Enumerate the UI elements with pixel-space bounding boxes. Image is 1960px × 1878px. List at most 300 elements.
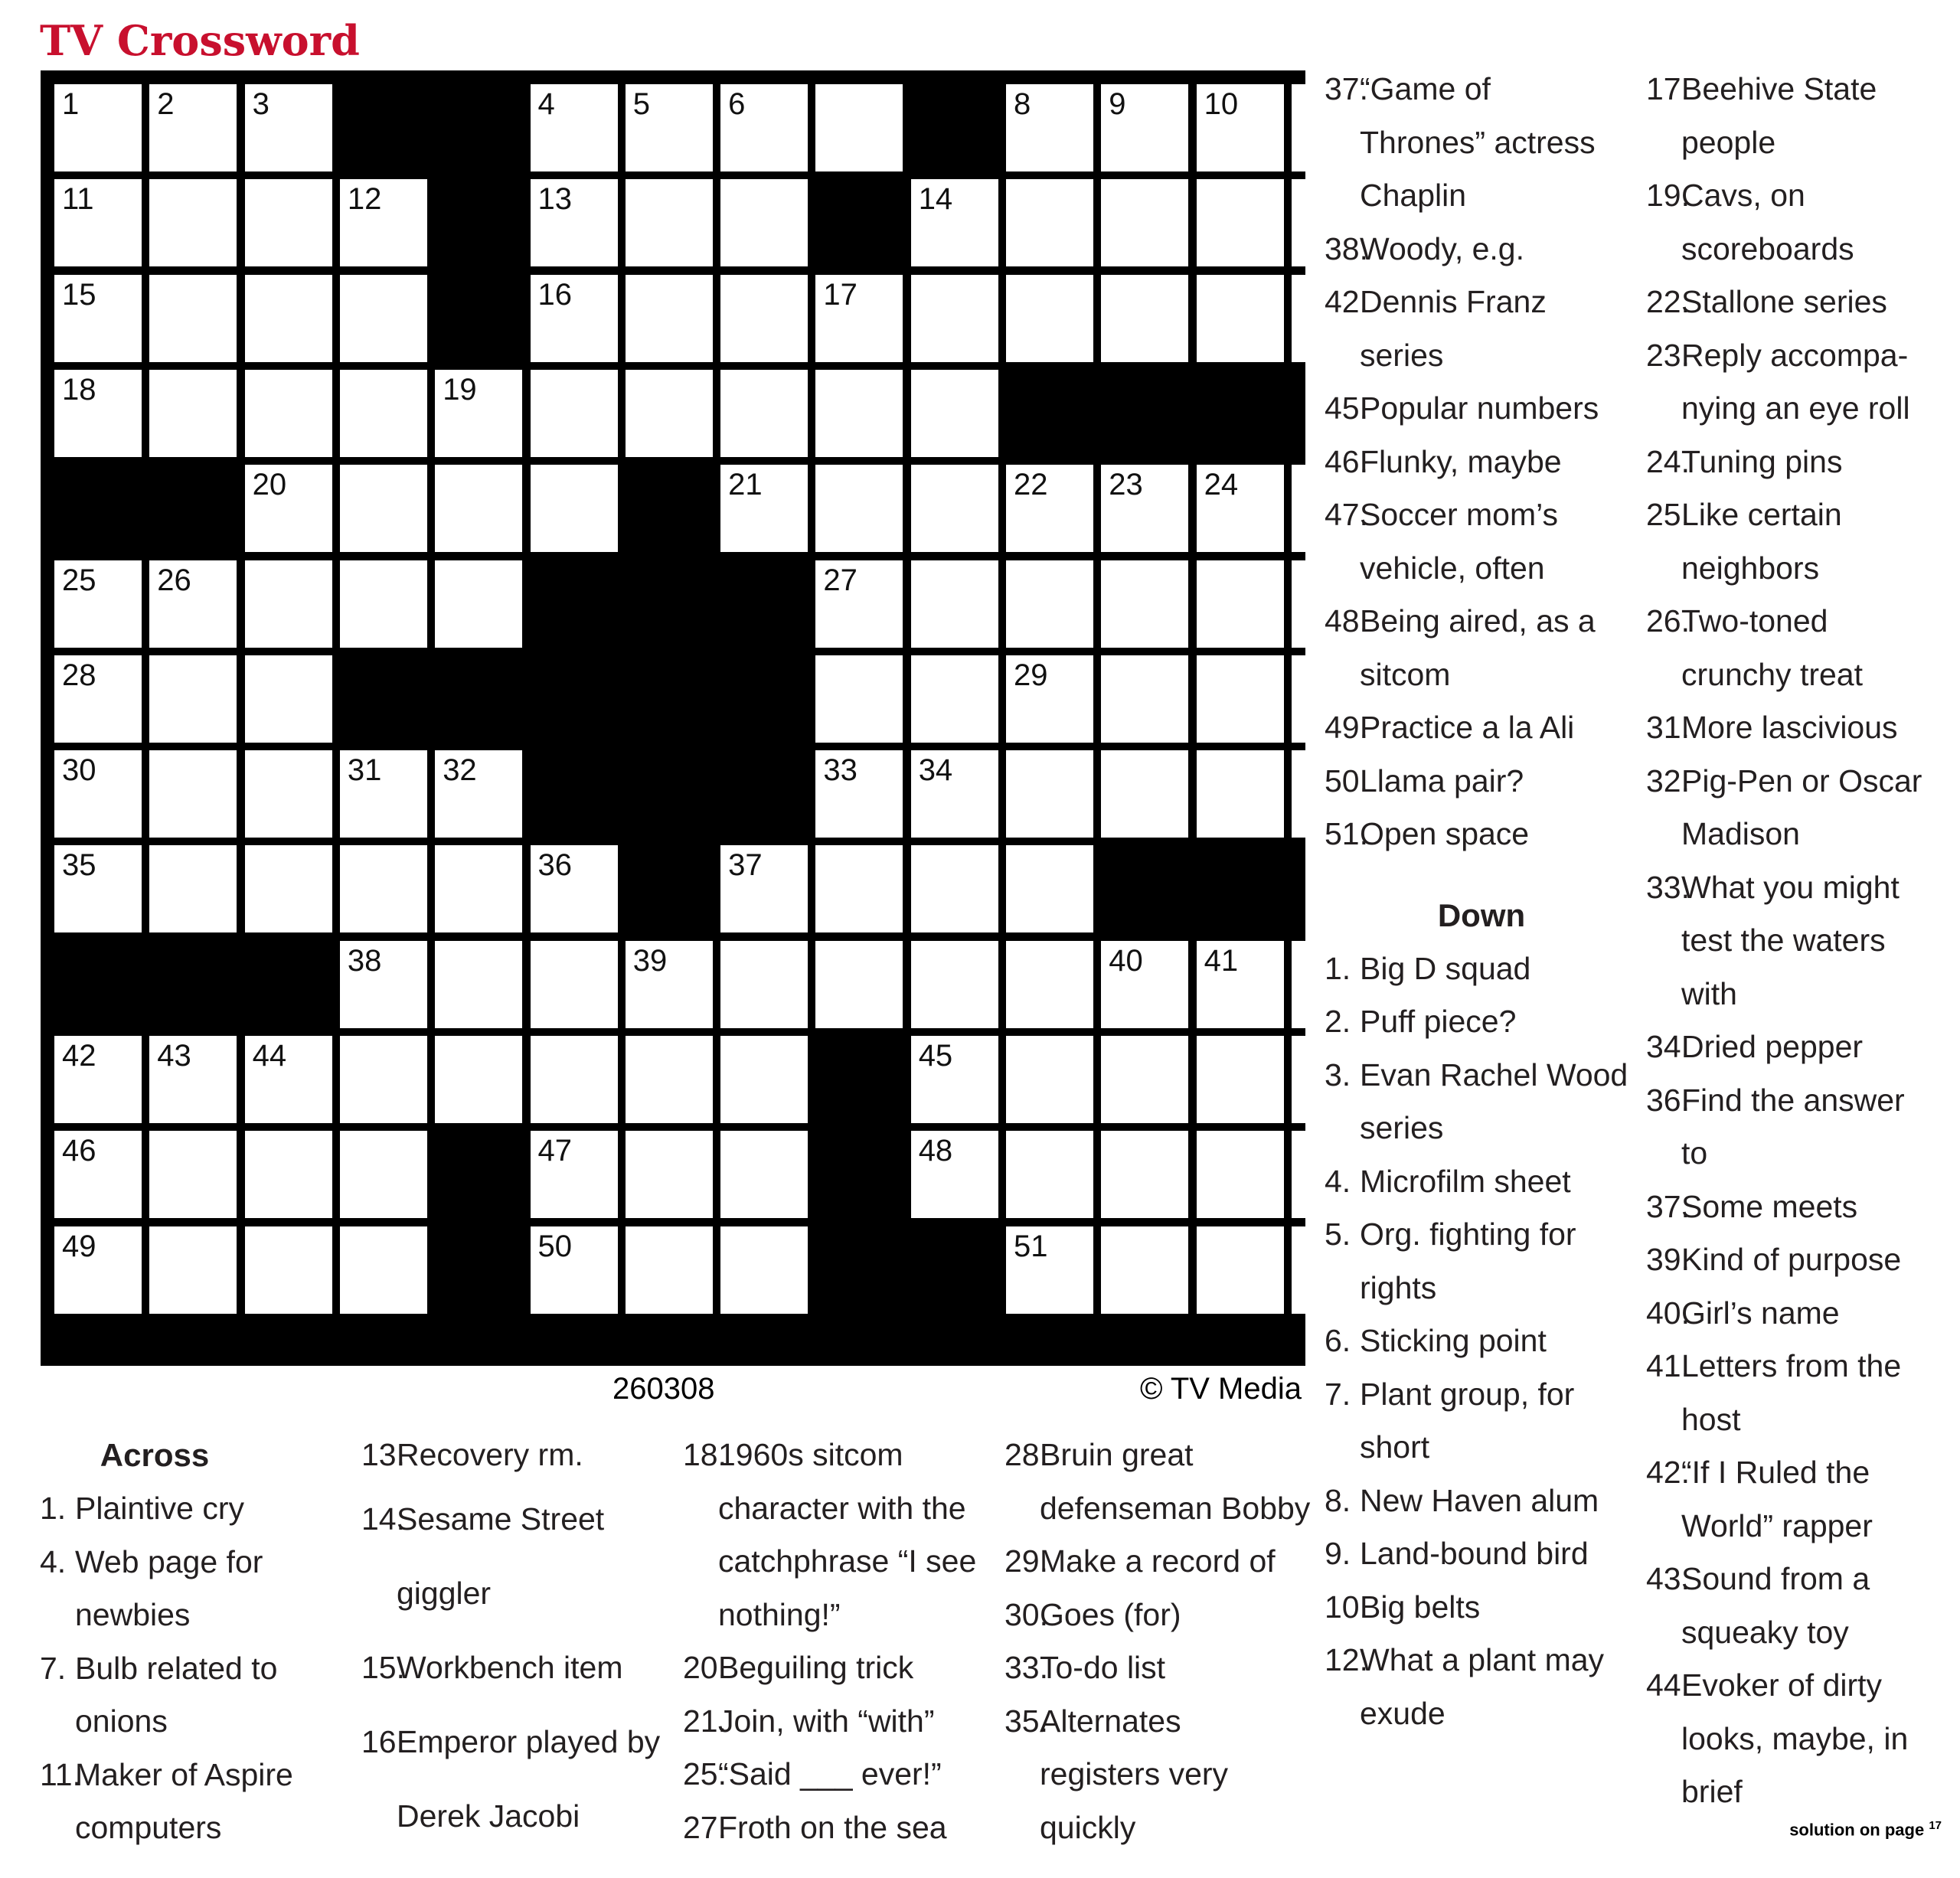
clue xyxy=(1646,436,1960,489)
grid-cell xyxy=(911,750,998,838)
clue-number: 50. xyxy=(1325,763,1368,799)
clue-text-line: “If I Ruled the xyxy=(1681,1455,1870,1490)
across-clues-column-3 xyxy=(683,1429,997,1854)
cell-number: 42 xyxy=(62,1039,96,1073)
clue-text-line: neighbors xyxy=(1681,550,1820,586)
clue-text-line: Tuning pins xyxy=(1681,443,1843,479)
cell-number: 8 xyxy=(1014,87,1031,121)
grid-cell xyxy=(1101,1036,1188,1123)
clue-text-line: Chaplin xyxy=(1360,178,1467,213)
grid-cell xyxy=(911,655,998,743)
grid-cell xyxy=(911,1036,998,1123)
grid-cell xyxy=(1101,465,1188,552)
cell-number: 9 xyxy=(1109,87,1126,121)
grid-cell xyxy=(720,179,808,266)
cell-number: 27 xyxy=(823,563,858,597)
grid-cell xyxy=(149,84,237,171)
grid-cell xyxy=(815,560,903,648)
clue-text-line: character with the xyxy=(718,1490,966,1526)
clue-text-line: nying an eye roll xyxy=(1681,390,1910,426)
clue xyxy=(361,1631,675,1705)
grid-cell xyxy=(911,275,998,362)
grid-cell xyxy=(531,370,618,457)
clue-text-line: Girl’s name xyxy=(1681,1295,1840,1331)
clue xyxy=(1646,595,1960,701)
grid-cell xyxy=(435,941,522,1028)
clue xyxy=(1646,329,1960,436)
grid-cell xyxy=(54,179,142,266)
clue-text-line: Org. fighting for xyxy=(1360,1217,1576,1252)
clue-number: 1. xyxy=(1325,950,1351,986)
clue-number: 4. xyxy=(1325,1163,1351,1199)
grid-cell xyxy=(149,179,237,266)
grid-cell xyxy=(1006,275,1093,362)
grid-cell xyxy=(1197,84,1284,171)
cell-number: 19 xyxy=(443,372,477,407)
across-clues-column-1 xyxy=(40,1429,354,1855)
clue-text-line: Maker of Aspire xyxy=(75,1756,293,1792)
grid-cell xyxy=(245,750,332,838)
grid-cell xyxy=(435,370,522,457)
clue-text-line: Beehive State xyxy=(1681,71,1877,106)
grid-cell xyxy=(54,655,142,743)
clue-text-line: Kind of purpose xyxy=(1681,1242,1902,1277)
grid-cell xyxy=(1197,941,1284,1028)
grid-cell xyxy=(815,750,903,838)
clue-text-line: 1960s sitcom xyxy=(718,1437,903,1472)
cell-number: 18 xyxy=(62,372,96,407)
cell-number: 34 xyxy=(918,753,953,788)
grid-cell xyxy=(1101,560,1188,648)
grid-cell xyxy=(1006,1226,1093,1314)
grid-cell xyxy=(911,845,998,932)
clue xyxy=(1646,1446,1960,1553)
grid-cell xyxy=(531,465,618,552)
grid-cell xyxy=(245,845,332,932)
clue xyxy=(1325,1527,1638,1581)
grid-cell xyxy=(149,1131,237,1218)
clue-text-line: to xyxy=(1681,1135,1708,1171)
clue xyxy=(40,1749,354,1855)
clue-text-line: Microfilm sheet xyxy=(1360,1163,1571,1199)
clue-text-line: squeaky toy xyxy=(1681,1614,1849,1650)
clue-text-line: Thrones” actress xyxy=(1360,124,1596,160)
clue-number: 19. xyxy=(1646,178,1690,213)
clue-number: 37. xyxy=(1325,71,1368,106)
grid-cell xyxy=(435,560,522,648)
clue xyxy=(1325,701,1638,755)
clue xyxy=(1325,1155,1638,1209)
grid-cell xyxy=(815,655,903,743)
grid-cell xyxy=(911,465,998,552)
clue xyxy=(1325,755,1638,808)
clue xyxy=(1325,223,1638,276)
clue-text-line: Some meets xyxy=(1681,1188,1858,1224)
clue-number: 36. xyxy=(1646,1082,1690,1118)
clue-text-line: sitcom xyxy=(1360,656,1451,692)
clue-text-line: “Said ___ ever!” xyxy=(718,1756,942,1791)
clue-text-line: Big belts xyxy=(1360,1589,1481,1625)
clue-number: 11. xyxy=(40,1756,81,1792)
grid-cell xyxy=(1006,750,1093,838)
grid-cell xyxy=(815,845,903,932)
clue-text-line: Open space xyxy=(1360,816,1530,851)
clue-text-line: Two-toned xyxy=(1681,603,1828,639)
clue xyxy=(1646,1074,1960,1181)
clue-text-line: Sound from a xyxy=(1681,1561,1870,1596)
grid-cell xyxy=(531,1131,618,1218)
grid-cell xyxy=(531,941,618,1028)
clue-text-line: Bruin great xyxy=(1040,1437,1194,1472)
clue-number: 34. xyxy=(1646,1029,1690,1064)
grid-cell xyxy=(626,941,713,1028)
clue-number: 22. xyxy=(1646,284,1690,319)
clue-text-line: host xyxy=(1681,1401,1741,1437)
cell-number: 5 xyxy=(632,87,651,121)
clue-text-line: series xyxy=(1360,337,1444,373)
cell-number: 45 xyxy=(918,1039,953,1073)
clue-text-line: defenseman Bobby xyxy=(1040,1490,1311,1526)
clue-number: 46. xyxy=(1325,443,1368,479)
grid-cell xyxy=(1006,1036,1093,1123)
clue-number: 25. xyxy=(1646,497,1690,532)
grid-cell xyxy=(911,560,998,648)
cell-number: 16 xyxy=(537,277,572,312)
clue-text-line: quickly xyxy=(1040,1809,1136,1845)
clue-number: 29. xyxy=(1004,1543,1048,1579)
grid-cell xyxy=(245,84,332,171)
clue-text-line: Practice a la Ali xyxy=(1360,710,1575,745)
grid-cell xyxy=(54,845,142,932)
grid-cell xyxy=(1101,275,1188,362)
grid-cell xyxy=(815,465,903,552)
cell-number: 30 xyxy=(62,753,96,788)
grid-cell xyxy=(720,84,808,171)
clue-number: 35. xyxy=(1004,1703,1048,1739)
across-clues-column-4 xyxy=(1004,1429,1318,1854)
grid-cell xyxy=(245,560,332,648)
clue xyxy=(1325,995,1638,1049)
grid-cell xyxy=(149,1226,237,1314)
clue-text-line: rights xyxy=(1360,1269,1437,1305)
grid-cell xyxy=(54,1226,142,1314)
clue xyxy=(683,1801,997,1855)
clue-text-line: What you might xyxy=(1681,869,1900,905)
clue-number: 44. xyxy=(1646,1667,1690,1703)
clue-number: 41. xyxy=(1646,1348,1690,1383)
clue xyxy=(1646,1181,1960,1234)
clue-text-line: Letters from the xyxy=(1681,1348,1902,1383)
clue-text-line: Dried pepper xyxy=(1681,1029,1864,1064)
clue xyxy=(1325,1208,1638,1315)
cell-number: 11 xyxy=(62,182,94,217)
clue-text-line: Like certain xyxy=(1681,497,1842,532)
cell-number: 24 xyxy=(1204,468,1239,502)
grid-cell xyxy=(340,1036,427,1123)
cell-number: 22 xyxy=(1014,468,1048,502)
clue-number: 31. xyxy=(1646,710,1690,745)
clue-text-line: Goes (for) xyxy=(1040,1596,1181,1632)
clue-text-line: brief xyxy=(1681,1774,1743,1809)
grid-cell xyxy=(626,370,713,457)
clue xyxy=(683,1429,997,1641)
grid-cell xyxy=(149,845,237,932)
grid-cell xyxy=(54,275,142,362)
grid-cell xyxy=(531,845,618,932)
grid-cell xyxy=(245,1226,332,1314)
clue-text-line: with xyxy=(1681,975,1737,1011)
grid-cell xyxy=(720,1131,808,1218)
grid-cell xyxy=(149,750,237,838)
clue-number: 42. xyxy=(1325,284,1368,319)
clue-text-line: Emperor played by xyxy=(397,1723,661,1759)
clue-text-line: Soccer mom’s xyxy=(1360,497,1558,532)
grid-cell xyxy=(720,465,808,552)
grid-cell xyxy=(1006,941,1093,1028)
cell-number: 43 xyxy=(157,1039,191,1073)
clue-number: 48. xyxy=(1325,603,1368,639)
clue-number: 40. xyxy=(1646,1295,1690,1331)
clue-number: 28. xyxy=(1004,1437,1048,1472)
clue xyxy=(1325,488,1638,595)
clue-text-line: looks, maybe, in xyxy=(1681,1720,1909,1756)
clue-text-line: Workbench item xyxy=(397,1649,623,1685)
clue-text-line: registers very xyxy=(1040,1756,1229,1791)
grid-cell xyxy=(626,84,713,171)
clue-number: 13. xyxy=(361,1437,405,1472)
grid-cell xyxy=(720,370,808,457)
clue-text-line: Web page for xyxy=(75,1543,263,1579)
clue-number: 5. xyxy=(1325,1217,1351,1252)
solution-page-number: 17 xyxy=(1929,1819,1942,1832)
clue-text-line: Dennis Franz xyxy=(1360,284,1547,319)
clue xyxy=(1325,63,1638,223)
clue xyxy=(1325,1475,1638,1528)
clue xyxy=(1325,595,1638,701)
grid-cell xyxy=(340,941,427,1028)
clue xyxy=(361,1429,675,1482)
grid-cell xyxy=(1101,1131,1188,1218)
clue xyxy=(1004,1589,1318,1642)
clue xyxy=(361,1705,675,1854)
cell-number: 1 xyxy=(62,87,80,121)
grid-cell xyxy=(626,1036,713,1123)
copyright-notice: © TV Media xyxy=(1139,1372,1302,1406)
clue-number: 10. xyxy=(1325,1589,1368,1625)
cell-number: 3 xyxy=(252,87,270,121)
puzzle-id: 260308 xyxy=(612,1372,715,1406)
grid-cell xyxy=(626,1131,713,1218)
clue-number: 8. xyxy=(1325,1482,1351,1518)
clue xyxy=(361,1482,675,1631)
clue-text-line: New Haven alum xyxy=(1360,1482,1599,1518)
clue-number: 42. xyxy=(1646,1455,1690,1490)
grid-cell xyxy=(54,84,142,171)
grid-cell xyxy=(435,845,522,932)
clue-number: 4. xyxy=(40,1543,67,1579)
clue-text-line: More lascivious xyxy=(1681,710,1898,745)
grid-cell xyxy=(1006,1131,1093,1218)
cell-number: 46 xyxy=(62,1134,96,1168)
clue xyxy=(40,1536,354,1642)
clue xyxy=(1646,63,1960,169)
cell-number: 41 xyxy=(1204,943,1239,978)
clue-number: 39. xyxy=(1646,1242,1690,1277)
clue-text-line: people xyxy=(1681,124,1776,160)
grid-cell xyxy=(1197,275,1284,362)
grid-cell xyxy=(245,1036,332,1123)
clue xyxy=(1646,1233,1960,1287)
cell-number: 21 xyxy=(728,468,763,502)
clue-text-line: scoreboards xyxy=(1681,230,1854,266)
grid-cell xyxy=(626,275,713,362)
clue-number: 3. xyxy=(1325,1057,1351,1093)
grid-cell xyxy=(626,1226,713,1314)
cell-number: 44 xyxy=(252,1039,287,1073)
grid-cell xyxy=(1006,845,1093,932)
grid-cell xyxy=(149,560,237,648)
clue-text-line: Alternates xyxy=(1040,1703,1181,1739)
grid-cell xyxy=(1197,1131,1284,1218)
grid-cell xyxy=(1101,179,1188,266)
grid-cell xyxy=(149,370,237,457)
grid-cell xyxy=(340,465,427,552)
down-clues-column-6 xyxy=(1646,63,1960,1819)
grid-cell xyxy=(815,84,903,171)
grid-cell xyxy=(531,1036,618,1123)
clue-text-line: Join, with “with” xyxy=(718,1703,935,1739)
grid-cell xyxy=(245,370,332,457)
crossword-grid xyxy=(41,70,1305,1366)
clue-number: 2. xyxy=(1325,1004,1351,1039)
cell-number: 32 xyxy=(443,753,477,788)
grid-cell xyxy=(340,845,427,932)
cell-number: 31 xyxy=(347,753,382,788)
grid-cell xyxy=(1006,84,1093,171)
cell-number: 48 xyxy=(918,1134,953,1168)
clue-number: 33. xyxy=(1004,1650,1048,1685)
clue-text-line: Popular numbers xyxy=(1360,390,1599,426)
clue-text-line: Derek Jacobi xyxy=(397,1798,580,1834)
grid-cell xyxy=(911,941,998,1028)
clue-text-line: Woody, e.g. xyxy=(1360,230,1524,266)
grid-cell xyxy=(815,275,903,362)
grid-cell xyxy=(54,750,142,838)
grid-cell xyxy=(720,1226,808,1314)
clue-number: 51. xyxy=(1325,816,1368,851)
grid-cell xyxy=(1006,560,1093,648)
clue-text-line: Cavs, on xyxy=(1681,178,1805,213)
clue xyxy=(1325,436,1638,489)
clue xyxy=(1325,1634,1638,1740)
clue xyxy=(1325,1581,1638,1635)
grid-cell xyxy=(54,1131,142,1218)
grid-cell xyxy=(911,1131,998,1218)
clue-number: 27. xyxy=(683,1809,727,1845)
clue-text-line: Bulb related to xyxy=(75,1650,278,1686)
cell-number: 2 xyxy=(157,87,175,121)
clue-text-line: computers xyxy=(75,1810,222,1845)
clue xyxy=(1646,755,1960,861)
grid-cell xyxy=(911,179,998,266)
grid-cell xyxy=(720,941,808,1028)
clue-text-line: Sticking point xyxy=(1360,1323,1547,1358)
clue-text-line: Plaintive cry xyxy=(75,1491,245,1526)
clue xyxy=(1325,1049,1638,1155)
clue-text-line: Reply accompa- xyxy=(1681,337,1909,373)
grid-cell xyxy=(1101,750,1188,838)
grid-cell xyxy=(815,941,903,1028)
clue xyxy=(683,1748,997,1801)
clue-text-line: giggler xyxy=(397,1575,492,1611)
clue-number: 20. xyxy=(683,1650,727,1685)
clue-number: 33. xyxy=(1646,869,1690,905)
clue-number: 9. xyxy=(1325,1536,1351,1571)
grid-cell xyxy=(340,275,427,362)
cell-number: 13 xyxy=(537,182,572,217)
grid-cell xyxy=(1101,655,1188,743)
cell-number: 40 xyxy=(1109,943,1143,978)
grid-cell xyxy=(340,560,427,648)
grid-cell xyxy=(1101,84,1188,171)
grid-cell xyxy=(54,370,142,457)
clue-number: 47. xyxy=(1325,497,1368,532)
grid-cell xyxy=(435,1036,522,1123)
grid-cell xyxy=(149,1036,237,1123)
clue-number: 17. xyxy=(1646,71,1690,106)
clue-text-line: Sesame Street xyxy=(397,1501,605,1537)
cell-number: 51 xyxy=(1014,1229,1048,1263)
grid-cell xyxy=(1197,560,1284,648)
clue xyxy=(1646,1287,1960,1341)
clue xyxy=(1325,382,1638,436)
grid-cell xyxy=(149,275,237,362)
cell-number: 17 xyxy=(823,277,858,312)
clue-text-line: World” rapper xyxy=(1681,1507,1873,1543)
clue-number: 12. xyxy=(1325,1642,1368,1677)
clue-text-line: Big D squad xyxy=(1360,950,1531,986)
cell-number: 23 xyxy=(1109,468,1143,502)
clue-text-line: Land-bound bird xyxy=(1360,1536,1589,1571)
clues-heading: Down xyxy=(1437,897,1526,933)
clue-text-line: “Game of xyxy=(1360,71,1491,106)
clue-number: 1. xyxy=(40,1491,67,1526)
grid-cell xyxy=(435,750,522,838)
grid-cell xyxy=(1197,655,1284,743)
cell-number: 14 xyxy=(918,182,953,217)
clue xyxy=(1646,276,1960,329)
clue xyxy=(1646,169,1960,276)
grid-cell xyxy=(911,370,998,457)
clue xyxy=(1004,1535,1318,1589)
clues-heading: Across xyxy=(100,1437,210,1473)
clue xyxy=(1325,1315,1638,1368)
clue xyxy=(1646,1340,1960,1446)
clue-number: 26. xyxy=(1646,603,1690,639)
clue-text-line: crunchy treat xyxy=(1681,656,1863,692)
grid-cell xyxy=(435,465,522,552)
grid-cell xyxy=(531,84,618,171)
clue-text-line: What a plant may xyxy=(1360,1642,1605,1677)
grid-cell xyxy=(54,1036,142,1123)
grid-cell xyxy=(245,179,332,266)
cell-number: 10 xyxy=(1204,87,1239,121)
clue-number: 43. xyxy=(1646,1561,1690,1596)
grid-cell xyxy=(245,275,332,362)
clue-number: 49. xyxy=(1325,710,1368,745)
clue-number: 23. xyxy=(1646,337,1690,373)
clue-text-line: Beguiling trick xyxy=(718,1650,914,1685)
